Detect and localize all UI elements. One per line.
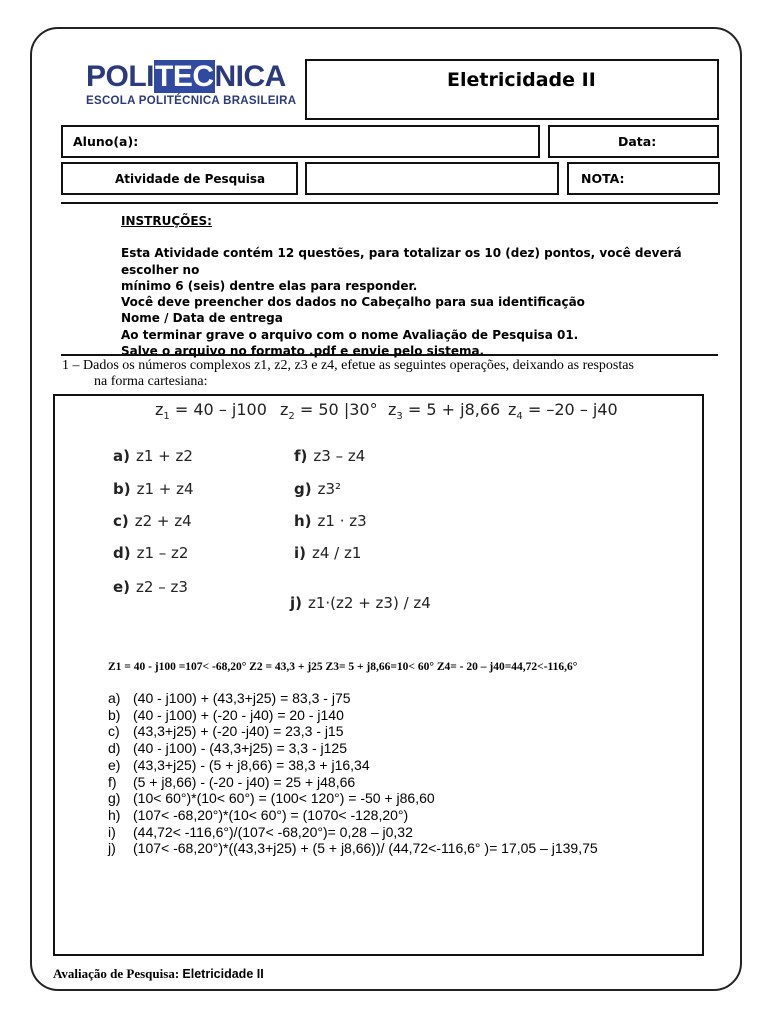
answers-list bbox=[108, 690, 598, 857]
option-j: j) z1·(z2 + z3) / z4 bbox=[290, 594, 431, 612]
instruction-line: Ao terminar grave o arquivo com o nome Avaliação de Pesquisa 01. bbox=[121, 327, 579, 342]
option-d: d) z1 – z2 bbox=[113, 544, 189, 562]
option-i: i) z4 / z1 bbox=[294, 544, 362, 562]
given-z2: $z_2 = 50$ |30° bbox=[280, 400, 378, 423]
answer-row: h) (107< -68,20°)*(10< 60°) = (1070< -128,20°) bbox=[108, 806, 409, 823]
question-line: na forma cartesiana: bbox=[94, 374, 208, 389]
given-z4: $z_4 = -20 - j40$ bbox=[508, 400, 618, 423]
given-z1: $z_1 = 40 - j100$ bbox=[155, 400, 267, 423]
instruction-line: Nome / Data de entrega bbox=[121, 311, 283, 326]
instructions-divider bbox=[61, 354, 718, 356]
question-1-prompt bbox=[62, 358, 712, 390]
answer-row: e) (43,3+j25) - (5 + j8,66) = 38,3 + j16,34 bbox=[108, 756, 370, 773]
answer-row: c) (43,3+j25) + (-20 -j40) = 23,3 - j15 bbox=[108, 723, 344, 740]
activity-type-box bbox=[61, 162, 298, 195]
answer-row: i) (44,72< -116,6°)/(107< -68,20°)= 0,28 – j0,32 bbox=[108, 823, 413, 840]
answer-row: f) (5 + j8,66) - (-20 - j40) = 25 + j48,66 bbox=[108, 773, 356, 790]
logo-wordmark: POLITECNICA bbox=[86, 60, 286, 93]
politecnica-logo bbox=[86, 60, 297, 112]
option-a: a) z1 + z2 bbox=[113, 447, 193, 465]
date-field[interactable] bbox=[548, 125, 719, 158]
footer-prefix: Avaliação de Pesquisa: bbox=[53, 966, 183, 981]
answer-row: a) (40 - j100) + (43,3+j25) = 83,3 - j75 bbox=[108, 690, 351, 706]
instruction-line: mínimo 6 (seis) dentre elas para responder. bbox=[121, 278, 418, 293]
given-z3: $z_3 = 5 + j8,66$ bbox=[388, 400, 501, 423]
instruction-line: Salve o arquivo no formato .pdf e envie pelo sistema. bbox=[121, 344, 485, 359]
instruction-line: Esta Atividade contém 12 questões, para totalizar os 10 (dez) pontos, você deverá escolher no bbox=[121, 246, 682, 277]
answer-row: b) (40 - j100) + (-20 - j40) = 20 - j140 bbox=[108, 706, 344, 723]
option-h: h) z1 · z3 bbox=[294, 512, 367, 530]
logo-subtitle: ESCOLA POLITÉCNICA BRASILEIRA bbox=[86, 95, 297, 107]
footer-subject: Eletricidade II bbox=[182, 967, 264, 981]
instructions-block bbox=[121, 213, 701, 359]
answer-row: d) (40 - j100) - (43,3+j25) = 3,3 - j125 bbox=[108, 740, 348, 757]
grade-label: NOTA: bbox=[581, 171, 625, 186]
answer-row: g) (10< 60°)*(10< 60°) = (100< 120°) = -50 + j86,60 bbox=[108, 790, 435, 807]
option-g: g) z3² bbox=[294, 480, 342, 498]
answer-row: j) (107< -68,20°)*((43,3+j25) + (5 + j8,66))/ (44,72<-116,6° )= 17,05 – j139,75 bbox=[108, 840, 598, 857]
instructions-heading: INSTRUÇÕES: bbox=[121, 214, 212, 228]
student-label: Aluno(a): bbox=[73, 134, 139, 149]
course-title: Eletricidade II bbox=[447, 69, 596, 91]
instruction-line: Você deve preencher dos dados no Cabeçalho para sua identificação bbox=[121, 295, 585, 310]
option-e: e) z2 – z3 bbox=[113, 578, 188, 596]
question-line: 1 – Dados os números complexos z1, z2, z3 e z4, efetue as seguintes operações, deixando as respostas bbox=[62, 358, 634, 373]
course-title-box bbox=[305, 59, 719, 120]
page-footer bbox=[53, 966, 264, 982]
activity-label: Atividade de Pesquisa bbox=[115, 172, 266, 186]
option-b: b) z1 + z4 bbox=[113, 480, 194, 498]
header-divider bbox=[61, 202, 718, 204]
student-name-field[interactable] bbox=[61, 125, 540, 158]
blank-field[interactable] bbox=[305, 162, 559, 195]
option-c: c) z2 + z4 bbox=[113, 512, 192, 530]
date-label: Data: bbox=[618, 134, 657, 149]
option-f: f) z3 – z4 bbox=[294, 447, 366, 465]
grade-field[interactable] bbox=[567, 162, 720, 195]
polar-forms-line: Z1 = 40 - j100 =107< -68,20° Z2 = 43,3 + j25 Z3= 5 + j8,66=10< 60° Z4= - 20 – j40=44,72<-116,6° bbox=[108, 661, 578, 673]
answer-box bbox=[53, 394, 704, 956]
